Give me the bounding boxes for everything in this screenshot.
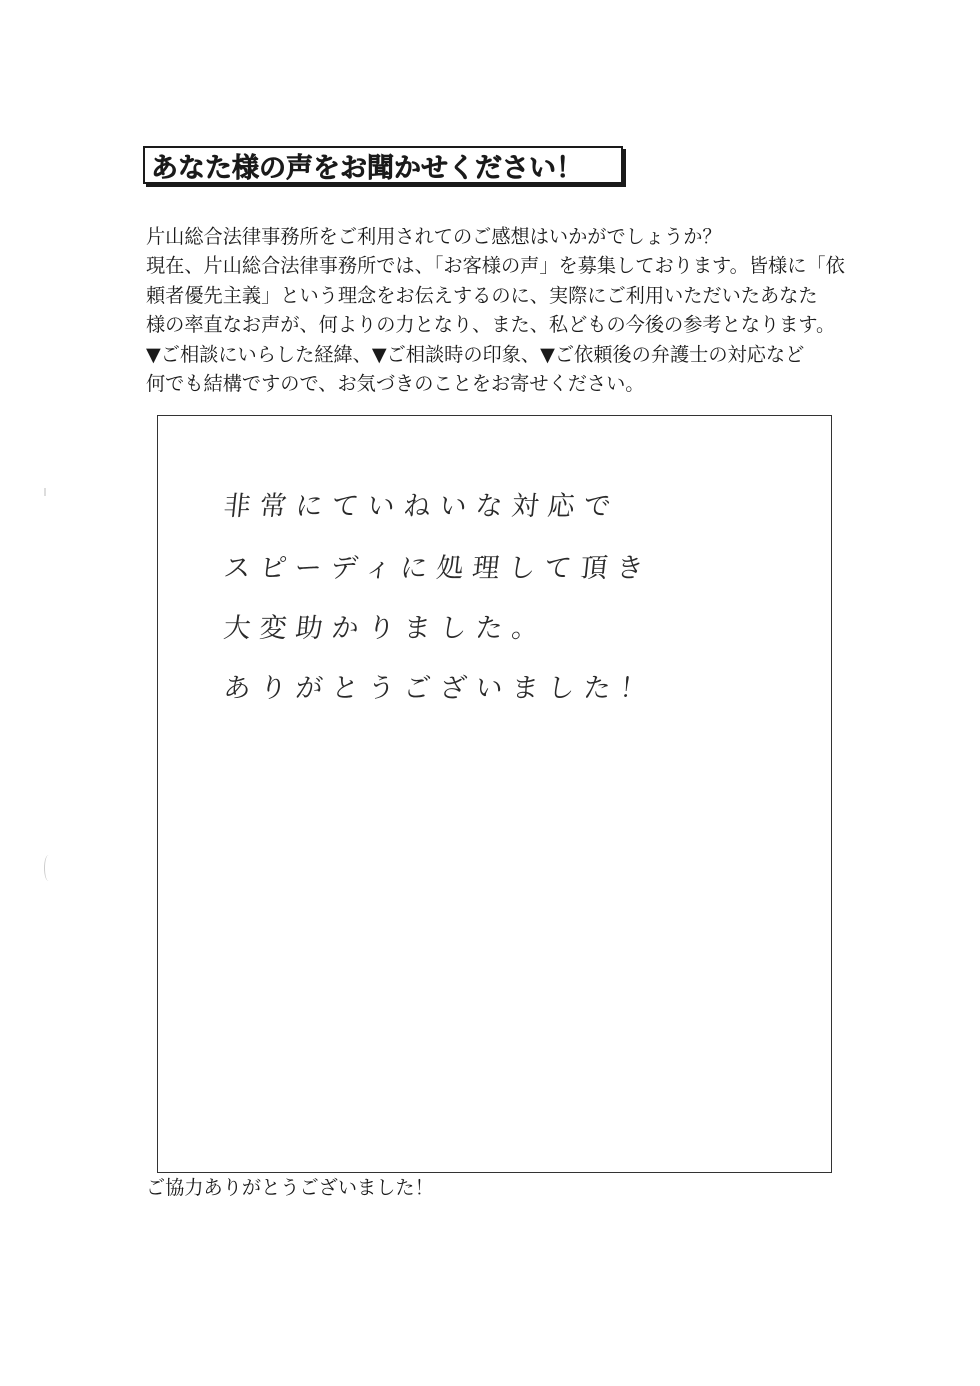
handwritten-answer-box xyxy=(157,415,832,1173)
intro-paragraph xyxy=(146,222,846,398)
intro-line: 様の率直なお声が、何よりの力となり、また、私どもの今後の参考となります。 xyxy=(146,313,836,337)
scan-mark xyxy=(44,488,46,496)
handwritten-line: ありがとうございました！ xyxy=(222,673,658,704)
title-banner xyxy=(143,146,623,184)
closing-thanks: ご協力ありがとうございました！ xyxy=(146,1176,434,1199)
scan-mark xyxy=(44,855,53,881)
intro-line: ▼ご相談にいらした経緯、▼ご相談時の印象、▼ご依頼後の弁護士の対応など xyxy=(146,342,805,366)
intro-line: 片山総合法律事務所をご利用されてのご感想はいかがでしょうか？ xyxy=(146,225,722,248)
intro-line: 現在、片山総合法律事務所では、「お客様の声」を募集しております。皆様に「依 xyxy=(146,254,845,278)
intro-line: 頼者優先主義」という理念をお伝えするのに、実際にご利用いただいたあなた xyxy=(146,283,818,307)
handwritten-line: 大変助かりました。 xyxy=(222,613,550,644)
handwritten-line: スピーディに処理して頂き xyxy=(222,553,655,584)
page-title: あなた様の声をお聞かせください！ xyxy=(151,152,583,184)
intro-line: 何でも結構ですので、お気づきのことをお寄せください。 xyxy=(146,372,645,396)
handwritten-line: 非常にていねいな対応で xyxy=(222,491,622,522)
